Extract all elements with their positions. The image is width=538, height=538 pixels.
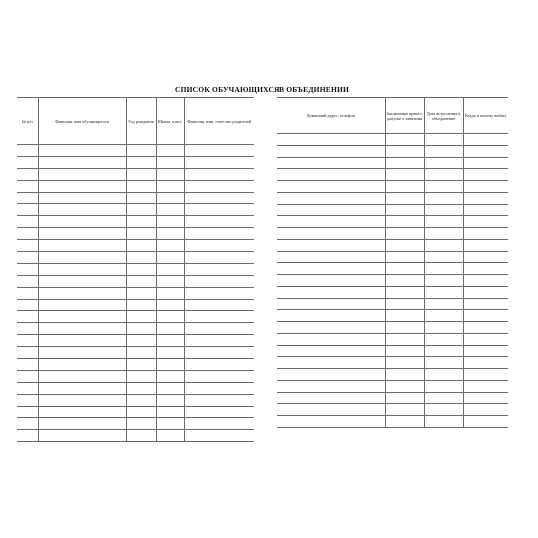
table-row: [277, 157, 508, 169]
table-row: [17, 418, 254, 430]
table-row: [17, 263, 254, 275]
table-row: [277, 263, 508, 275]
column-header-doctor-clearance: Заключение врача о допуске к занятиям: [385, 98, 424, 134]
table-cell: [277, 228, 385, 240]
column-header-birth-year: Год рождения: [126, 98, 156, 145]
table-cell: [17, 299, 38, 311]
table-cell: [385, 251, 424, 263]
table-cell: [385, 169, 424, 181]
table-cell: [385, 192, 424, 204]
table-cell: [277, 392, 385, 404]
table-row: [17, 216, 254, 228]
table-row: [277, 204, 508, 216]
table-row: [277, 416, 508, 428]
table-cell: [17, 252, 38, 264]
table-cell: [424, 345, 463, 357]
table-cell: [156, 204, 184, 216]
table-cell: [126, 370, 156, 382]
table-cell: [38, 287, 126, 299]
table-cell: [424, 310, 463, 322]
table-cell: [17, 394, 38, 406]
table-cell: [184, 252, 254, 264]
table-cell: [424, 134, 463, 146]
table-row: [17, 240, 254, 252]
table-cell: [184, 228, 254, 240]
table-row: [277, 345, 508, 357]
table-row: [17, 156, 254, 168]
table-cell: [463, 322, 508, 334]
table-row: [17, 382, 254, 394]
table-cell: [38, 370, 126, 382]
table-row: [17, 204, 254, 216]
table-cell: [38, 359, 126, 371]
table-cell: [17, 228, 38, 240]
table-row: [17, 370, 254, 382]
table-cell: [126, 406, 156, 418]
table-cell: [184, 263, 254, 275]
table-cell: [38, 216, 126, 228]
table-cell: [156, 180, 184, 192]
table-cell: [184, 406, 254, 418]
table-cell: [156, 240, 184, 252]
table-cell: [126, 287, 156, 299]
table-row: [277, 298, 508, 310]
table-cell: [126, 335, 156, 347]
table-cell: [463, 310, 508, 322]
table-cell: [126, 430, 156, 442]
table-cell: [156, 299, 184, 311]
table-cell: [156, 394, 184, 406]
table-cell: [463, 181, 508, 193]
table-cell: [385, 275, 424, 287]
table-cell: [126, 263, 156, 275]
table-cell: [385, 145, 424, 157]
table-row: [277, 169, 508, 181]
table-cell: [277, 275, 385, 287]
table-cell: [126, 394, 156, 406]
table-row: [17, 311, 254, 323]
column-header-leave-reason: Когда и почему выбыл: [463, 98, 508, 134]
table-cell: [156, 263, 184, 275]
table-cell: [184, 370, 254, 382]
table-cell: [126, 311, 156, 323]
table-cell: [17, 430, 38, 442]
table-cell: [424, 192, 463, 204]
table-cell: [385, 157, 424, 169]
student-list-table: [17, 97, 254, 442]
table-row: [277, 322, 508, 334]
table-cell: [156, 418, 184, 430]
table-cell: [126, 382, 156, 394]
table-row: [277, 251, 508, 263]
table-cell: [156, 359, 184, 371]
table-cell: [277, 404, 385, 416]
table-cell: [38, 347, 126, 359]
table-cell: [17, 180, 38, 192]
table-cell: [277, 181, 385, 193]
table-cell: [38, 418, 126, 430]
table-cell: [126, 323, 156, 335]
table-cell: [184, 359, 254, 371]
table-cell: [385, 392, 424, 404]
table-cell: [184, 347, 254, 359]
table-cell: [184, 418, 254, 430]
table-cell: [463, 263, 508, 275]
table-cell: [184, 180, 254, 192]
table-row: [277, 192, 508, 204]
table-cell: [463, 357, 508, 369]
table-cell: [156, 168, 184, 180]
table-cell: [424, 181, 463, 193]
table-row: [277, 216, 508, 228]
table-cell: [463, 345, 508, 357]
table-cell: [277, 298, 385, 310]
table-cell: [385, 239, 424, 251]
table-cell: [126, 180, 156, 192]
table-row: [17, 335, 254, 347]
table-cell: [156, 406, 184, 418]
table-cell: [277, 345, 385, 357]
table-cell: [385, 181, 424, 193]
table-cell: [156, 287, 184, 299]
table-cell: [424, 228, 463, 240]
table-cell: [184, 216, 254, 228]
table-cell: [463, 392, 508, 404]
table-cell: [38, 240, 126, 252]
table-cell: [17, 382, 38, 394]
table-cell: [424, 380, 463, 392]
table-cell: [277, 216, 385, 228]
column-header-school-class: Школа, класс: [156, 98, 184, 145]
table-cell: [385, 286, 424, 298]
table-cell: [463, 298, 508, 310]
table-cell: [156, 382, 184, 394]
table-row: [277, 145, 508, 157]
table-cell: [385, 228, 424, 240]
table-row: [17, 252, 254, 264]
table-cell: [184, 394, 254, 406]
table-cell: [463, 404, 508, 416]
table-cell: [17, 168, 38, 180]
right-page-title: В ОБЪЕДИНЕНИИ: [279, 85, 350, 94]
table-cell: [277, 134, 385, 146]
table-cell: [126, 252, 156, 264]
table-cell: [424, 322, 463, 334]
table-cell: [424, 275, 463, 287]
table-cell: [156, 216, 184, 228]
table-cell: [17, 370, 38, 382]
table-cell: [184, 192, 254, 204]
table-cell: [17, 204, 38, 216]
table-cell: [126, 192, 156, 204]
table-cell: [184, 430, 254, 442]
table-cell: [17, 287, 38, 299]
table-cell: [156, 370, 184, 382]
column-header-home-address: Домашний адрес, телефон: [277, 98, 385, 134]
table-cell: [463, 286, 508, 298]
table-cell: [424, 169, 463, 181]
table-cell: [277, 322, 385, 334]
table-cell: [385, 357, 424, 369]
table-cell: [38, 263, 126, 275]
table-cell: [424, 298, 463, 310]
table-cell: [385, 380, 424, 392]
table-cell: [463, 416, 508, 428]
table-cell: [424, 404, 463, 416]
left-page-title: СПИСОК ОБУЧАЮЩИХСЯ: [175, 85, 280, 94]
table-cell: [126, 216, 156, 228]
table-cell: [277, 333, 385, 345]
table-cell: [385, 404, 424, 416]
table-row: [17, 275, 254, 287]
table-cell: [424, 251, 463, 263]
table-cell: [385, 310, 424, 322]
table-cell: [156, 430, 184, 442]
table-cell: [463, 380, 508, 392]
table-cell: [424, 369, 463, 381]
table-cell: [277, 239, 385, 251]
table-cell: [17, 216, 38, 228]
table-cell: [385, 204, 424, 216]
table-cell: [463, 251, 508, 263]
table-cell: [38, 382, 126, 394]
table-cell: [126, 347, 156, 359]
table-cell: [463, 369, 508, 381]
table-cell: [126, 145, 156, 157]
table-cell: [385, 263, 424, 275]
table-cell: [277, 310, 385, 322]
table-row: [277, 392, 508, 404]
table-cell: [463, 239, 508, 251]
table-cell: [385, 216, 424, 228]
table-cell: [38, 299, 126, 311]
table-cell: [38, 228, 126, 240]
table-cell: [424, 216, 463, 228]
table-row: [17, 299, 254, 311]
table-cell: [463, 204, 508, 216]
table-cell: [277, 169, 385, 181]
table-cell: [17, 359, 38, 371]
column-header-join-date: Дата вступления в объединение: [424, 98, 463, 134]
table-cell: [277, 369, 385, 381]
table-cell: [277, 357, 385, 369]
table-cell: [156, 311, 184, 323]
table-header-row: [17, 98, 254, 145]
table-cell: [38, 323, 126, 335]
table-cell: [184, 156, 254, 168]
table-cell: [38, 335, 126, 347]
table-row: [17, 430, 254, 442]
table-cell: [38, 156, 126, 168]
table-row: [277, 380, 508, 392]
table-header-row: [277, 98, 508, 134]
table-row: [17, 323, 254, 335]
table-cell: [424, 333, 463, 345]
table-cell: [126, 204, 156, 216]
table-cell: [156, 347, 184, 359]
table-cell: [424, 204, 463, 216]
table-cell: [17, 323, 38, 335]
table-row: [277, 181, 508, 193]
table-cell: [38, 430, 126, 442]
table-cell: [385, 333, 424, 345]
table-cell: [184, 299, 254, 311]
table-cell: [38, 180, 126, 192]
table-cell: [156, 156, 184, 168]
table-row: [17, 394, 254, 406]
table-cell: [184, 204, 254, 216]
table-row: [277, 369, 508, 381]
table-cell: [424, 286, 463, 298]
table-cell: [277, 286, 385, 298]
table-cell: [463, 169, 508, 181]
table-cell: [126, 240, 156, 252]
table-cell: [184, 240, 254, 252]
table-cell: [184, 145, 254, 157]
table-cell: [17, 335, 38, 347]
table-cell: [126, 168, 156, 180]
association-details-table: [277, 97, 508, 428]
table-cell: [385, 322, 424, 334]
table-cell: [385, 134, 424, 146]
table-cell: [184, 323, 254, 335]
table-cell: [126, 228, 156, 240]
table-cell: [184, 382, 254, 394]
table-cell: [156, 252, 184, 264]
table-row: [17, 168, 254, 180]
association-details-body: [277, 134, 508, 428]
table-cell: [463, 216, 508, 228]
table-cell: [126, 156, 156, 168]
table-cell: [126, 418, 156, 430]
table-cell: [277, 145, 385, 157]
table-cell: [424, 157, 463, 169]
table-row: [17, 347, 254, 359]
table-cell: [38, 204, 126, 216]
table-cell: [184, 335, 254, 347]
table-cell: [38, 168, 126, 180]
table-cell: [424, 357, 463, 369]
table-row: [17, 287, 254, 299]
table-row: [17, 406, 254, 418]
table-cell: [156, 323, 184, 335]
table-cell: [156, 335, 184, 347]
table-cell: [156, 275, 184, 287]
table-cell: [424, 263, 463, 275]
table-cell: [126, 359, 156, 371]
table-cell: [156, 192, 184, 204]
table-row: [277, 404, 508, 416]
table-cell: [156, 145, 184, 157]
table-cell: [277, 157, 385, 169]
table-cell: [424, 416, 463, 428]
table-cell: [184, 275, 254, 287]
column-header-parents-name: Фамилия, имя, отчество родителей: [184, 98, 254, 145]
table-cell: [385, 416, 424, 428]
table-cell: [277, 380, 385, 392]
table-cell: [17, 406, 38, 418]
table-cell: [277, 416, 385, 428]
table-cell: [463, 192, 508, 204]
table-cell: [17, 192, 38, 204]
table-row: [277, 239, 508, 251]
table-cell: [126, 275, 156, 287]
table-cell: [184, 311, 254, 323]
table-row: [277, 310, 508, 322]
table-cell: [17, 240, 38, 252]
table-cell: [385, 369, 424, 381]
table-row: [17, 359, 254, 371]
table-row: [277, 357, 508, 369]
table-cell: [463, 157, 508, 169]
table-cell: [184, 168, 254, 180]
table-cell: [463, 333, 508, 345]
table-row: [277, 134, 508, 146]
table-cell: [38, 311, 126, 323]
table-cell: [17, 145, 38, 157]
column-header-student-name: Фамилия, имя обучающегося: [38, 98, 126, 145]
table-cell: [17, 311, 38, 323]
table-cell: [17, 263, 38, 275]
table-cell: [277, 204, 385, 216]
table-cell: [463, 145, 508, 157]
table-cell: [385, 298, 424, 310]
table-row: [277, 228, 508, 240]
column-header-number: № п/п: [17, 98, 38, 145]
table-cell: [38, 252, 126, 264]
table-cell: [424, 239, 463, 251]
table-cell: [424, 145, 463, 157]
table-row: [17, 145, 254, 157]
table-cell: [38, 192, 126, 204]
table-cell: [17, 156, 38, 168]
table-cell: [463, 228, 508, 240]
table-row: [17, 180, 254, 192]
table-cell: [38, 394, 126, 406]
table-cell: [156, 228, 184, 240]
student-list-body: [17, 145, 254, 442]
table-cell: [17, 418, 38, 430]
table-cell: [38, 406, 126, 418]
table-cell: [463, 275, 508, 287]
table-row: [277, 275, 508, 287]
table-cell: [17, 347, 38, 359]
table-row: [17, 228, 254, 240]
table-row: [277, 286, 508, 298]
table-cell: [277, 192, 385, 204]
table-row: [17, 192, 254, 204]
table-cell: [184, 287, 254, 299]
table-cell: [17, 275, 38, 287]
table-cell: [38, 275, 126, 287]
table-cell: [424, 392, 463, 404]
table-cell: [277, 263, 385, 275]
table-cell: [38, 145, 126, 157]
table-cell: [385, 345, 424, 357]
table-cell: [463, 134, 508, 146]
table-cell: [126, 299, 156, 311]
table-row: [277, 333, 508, 345]
table-cell: [277, 251, 385, 263]
